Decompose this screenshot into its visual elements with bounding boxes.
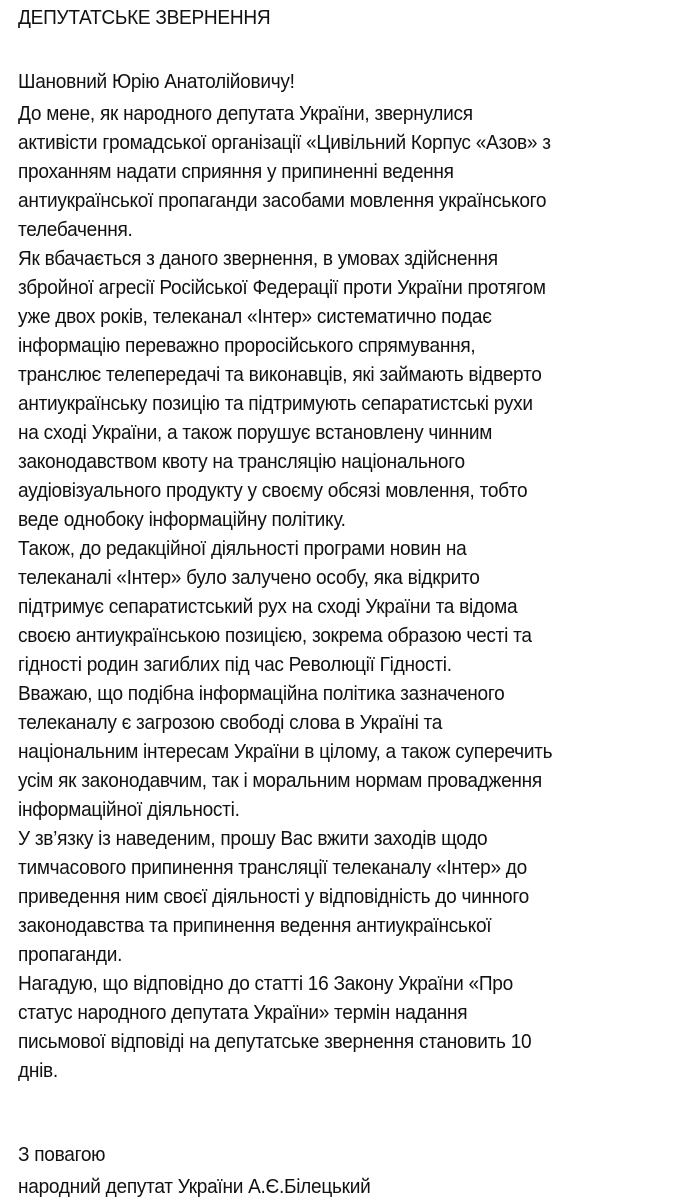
body-line: тимчасового припинення трансляції телеканалу «Інтер» до	[18, 856, 527, 879]
body-line: усім як законодавчим, так і моральним нормам провадження	[18, 769, 542, 792]
body-line: гідності родин загиблих під час Революції Гідності.	[18, 653, 452, 676]
body-line: активісти громадської організації «Цивільний Корпус «Азов» з	[18, 131, 551, 154]
signature: народний депутат України А.Є.Білецький	[18, 1175, 371, 1198]
body-line: Нагадую, що відповідно до статті 16 Закону України «Про	[18, 972, 513, 995]
body-line: своєю антиукраїнською позицією, зокрема образою честі та	[18, 624, 532, 647]
body-line: антиукраїнської пропаганди засобами мовлення українського	[18, 189, 547, 212]
body-line: пропаганди.	[18, 943, 123, 966]
body-line: До мене, як народного депутата України, звернулися	[18, 102, 473, 125]
closing: З повагою	[18, 1143, 106, 1166]
body-line: законодавством квоту на трансляцію національного	[18, 450, 465, 473]
body-line: підтримує сепаратистський рух на сході України та відома	[18, 595, 518, 618]
body-line: Як вбачається з даного звернення, в умовах здійснення	[18, 247, 498, 270]
body-line: інформацію переважно проросійського спрямування,	[18, 334, 476, 357]
body-line: телебачення.	[18, 218, 133, 241]
body-line: антиукраїнську позицію та підтримують сепаратистські рухи	[18, 392, 533, 415]
body-line: аудіовізуального продукту у своєму обсязі мовлення, тобто	[18, 479, 528, 502]
body-line: У зв’язку із наведеним, прошу Вас вжити заходів щодо	[18, 827, 488, 850]
body-line: приведення ним своєї діяльності у відповідність до чинного	[18, 885, 529, 908]
body-line: веде однобоку інформаційну політику.	[18, 508, 346, 531]
body-line: Також, до редакційної діяльності програми новин на	[18, 537, 467, 560]
salutation: Шановний Юрію Анатолійовичу!	[18, 70, 295, 93]
body-line: законодавства та припинення ведення антиукраїнської	[18, 914, 492, 937]
body-line: уже двох років, телеканал «Інтер» систематично подає	[18, 305, 492, 328]
body-line: телеканалі «Інтер» було залучено особу, яка відкрито	[18, 566, 480, 589]
body-line: проханням надати сприяння у припиненні ведення	[18, 160, 454, 183]
body-line: телеканалу є загрозою свободі слова в Україні та	[18, 711, 443, 734]
body-line: письмової відповіді на депутатське звернення становить 10	[18, 1030, 532, 1053]
body-line: інформаційної діяльності.	[18, 798, 240, 821]
body-line: збройної агресії Російської Федерації проти України протягом	[18, 276, 546, 299]
body-line: днів.	[18, 1059, 58, 1082]
body-line: статус народного депутата України» термін надання	[18, 1001, 468, 1024]
body-line: на сході України, а також порушує встановлену чинним	[18, 421, 493, 444]
body-line: Вважаю, що подібна інформаційна політика зазначеного	[18, 682, 505, 705]
body-line: національним інтересам України в цілому, а також суперечить	[18, 740, 553, 763]
document-title: ДЕПУТАТСЬКЕ ЗВЕРНЕННЯ	[18, 6, 271, 29]
body-line: транслює телепередачі та виконавців, які займають відверто	[18, 363, 542, 386]
